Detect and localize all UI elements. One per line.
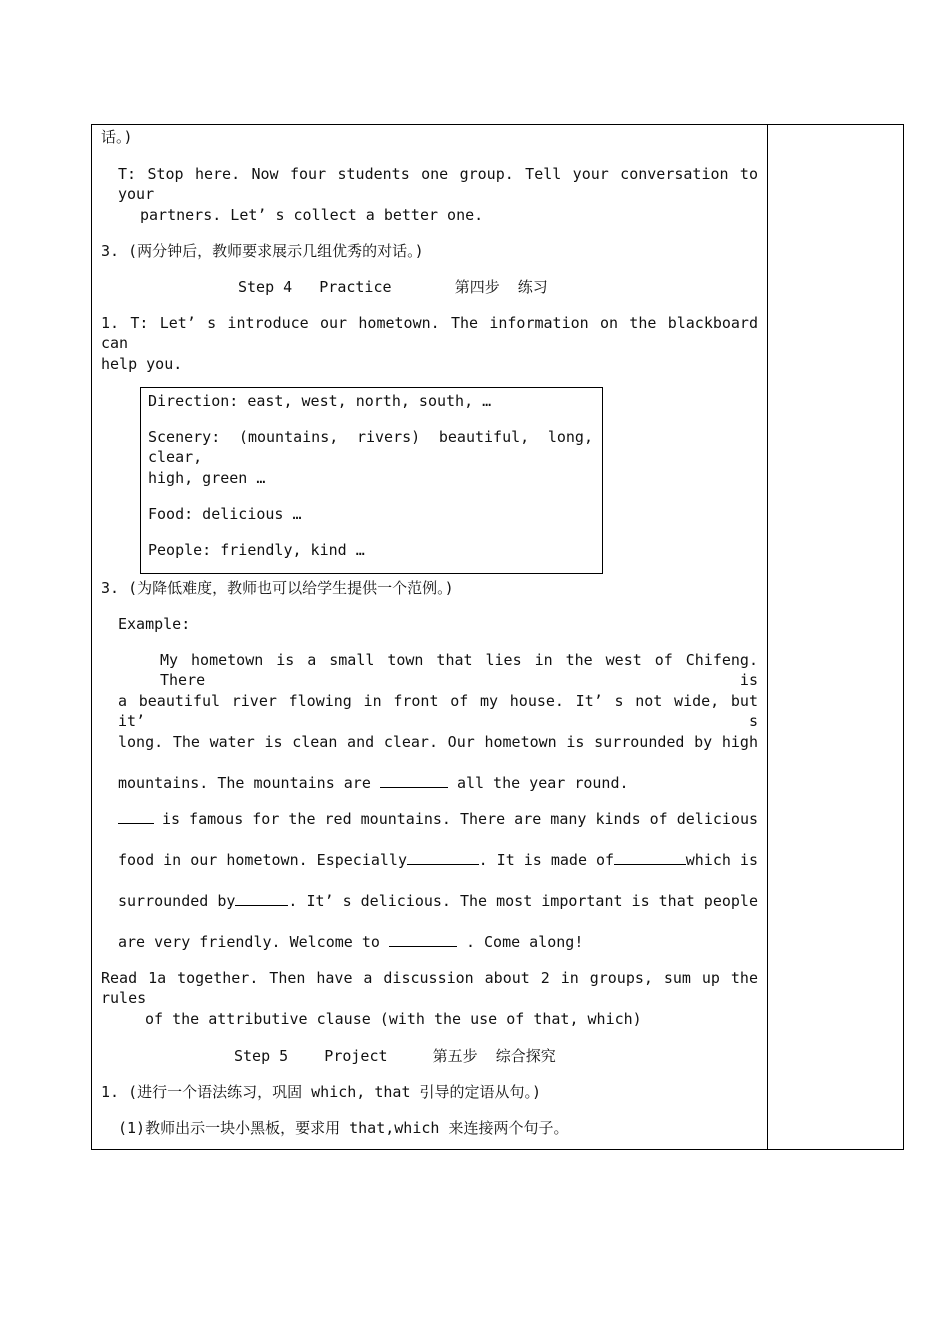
text-line: My hometown is a small town that lies in the west of Chifeng. There is — [160, 651, 758, 689]
box-line: Direction: east, west, north, south, … — [148, 392, 492, 410]
text-segment: are very friendly. Welcome to — [118, 933, 380, 951]
text-segment: which is — [685, 851, 758, 869]
step-heading: Step 4 Practice 第四步 练习 — [238, 278, 548, 296]
text-segment: mountains. The mountains are — [118, 774, 371, 792]
text-line: help you. — [101, 355, 183, 373]
text-line — [118, 850, 758, 870]
step-heading: Step 5 Project 第五步 综合探究 — [234, 1047, 556, 1065]
box-line: Scenery: (mountains, rivers) beautiful, long, clear, — [148, 428, 593, 466]
text-segment: . Come along! — [465, 933, 584, 951]
blank-field — [389, 932, 457, 947]
text-segment: . It’ s delicious. The most important is that people — [288, 892, 758, 910]
text-line: 1. T: Let’ s introduce our hometown. The information on the blackboard can — [101, 314, 758, 352]
text-line: partners. Let’ s collect a better one. — [140, 206, 484, 224]
text-segment: food in our hometown. Especially — [118, 851, 407, 869]
text-line — [118, 932, 583, 952]
text-line: T: Stop here. Now four students one group. Tell your conversation to your — [118, 165, 758, 203]
text-line: a beautiful river flowing in front of my house. It’ s not wide, but it’ s — [118, 692, 758, 730]
text-line — [118, 773, 629, 793]
text-line: 1. (进行一个语法练习，巩固 which, that 引导的定语从句。) — [101, 1083, 542, 1101]
table-column-divider — [767, 124, 768, 1150]
text-line: of the attributive clause (with the use of that, which) — [145, 1010, 642, 1028]
text-line: 3. (两分钟后，教师要求展示几组优秀的对话。) — [101, 242, 424, 260]
text-line — [118, 891, 758, 911]
box-line: People: friendly, kind … — [148, 541, 365, 559]
text-segment: all the year round. — [456, 774, 629, 792]
text-segment: surrounded by — [118, 892, 236, 910]
text-line: 3. (为降低难度，教师也可以给学生提供一个范例。) — [101, 579, 454, 597]
text-segment: . It is made of — [478, 851, 615, 869]
text-line — [118, 809, 758, 829]
text-line: 话。) — [101, 128, 133, 146]
blank-field — [235, 891, 288, 906]
text-line: (1)教师出示一块小黑板，要求用 that,which 来连接两个句子。 — [118, 1119, 569, 1137]
text-line: Example: — [118, 615, 191, 633]
box-line: high, green … — [148, 469, 266, 487]
blank-field — [380, 773, 448, 788]
text-line: long. The water is clean and clear. Our hometown is surrounded by high — [118, 733, 758, 751]
text-line: Read 1a together. Then have a discussion about 2 in groups, sum up the rules — [101, 969, 758, 1007]
box-line: Food: delicious … — [148, 505, 302, 523]
blank-field — [407, 850, 479, 865]
text-segment: is famous for the red mountains. There are many kinds of delicious — [161, 810, 758, 828]
blank-field — [118, 809, 154, 824]
blank-field — [614, 850, 686, 865]
